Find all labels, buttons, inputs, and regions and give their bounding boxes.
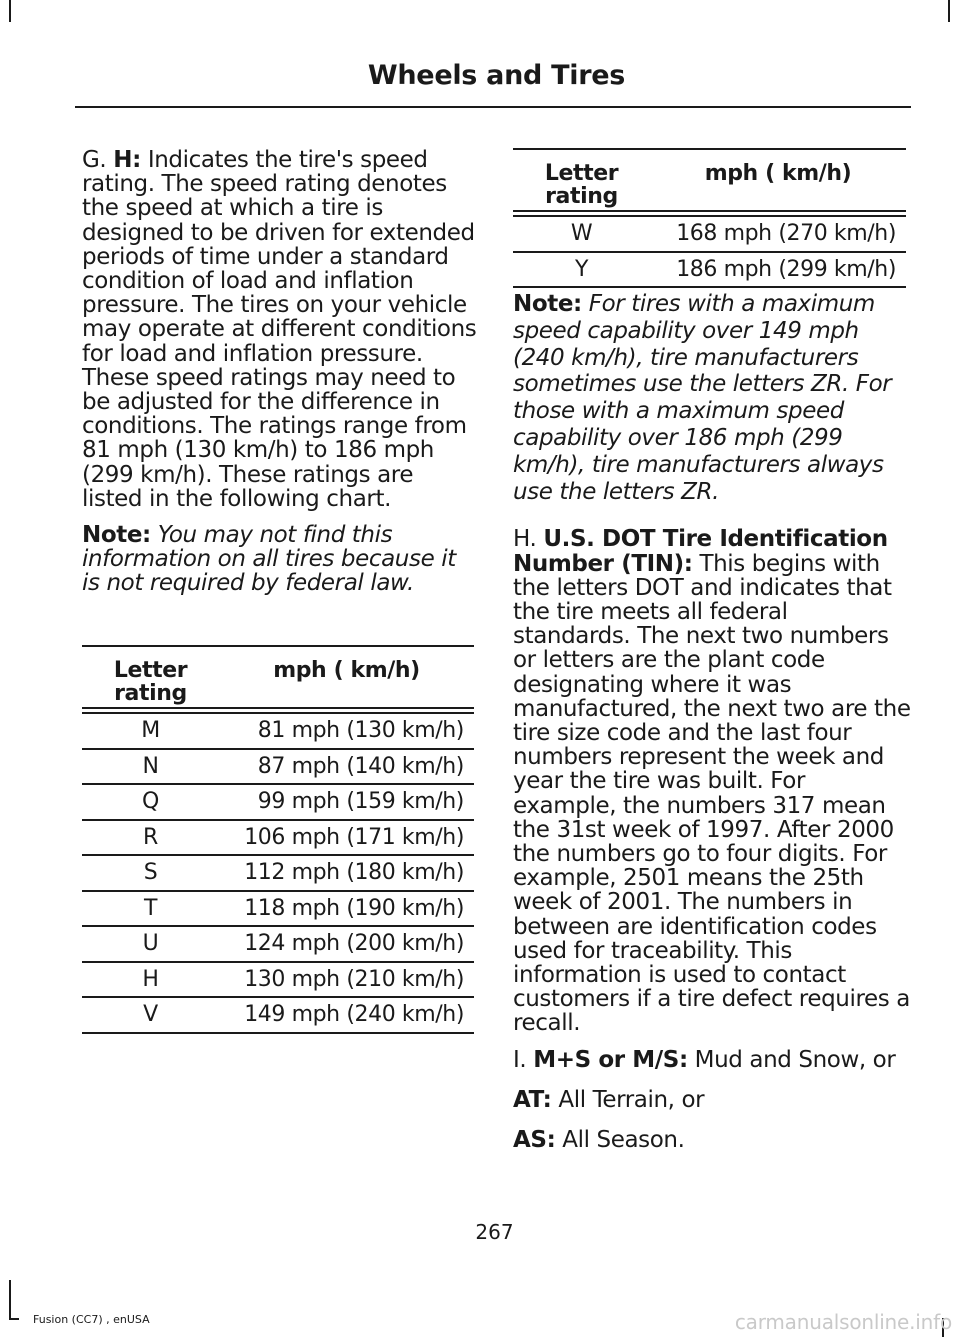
table-row [82, 855, 474, 891]
all-season-paragraph [513, 1128, 911, 1152]
table-row [82, 997, 474, 1033]
page-number: 267 [475, 1220, 514, 1244]
letter-cell: U [82, 926, 219, 962]
column-header-speed: mph ( km/h) [650, 149, 906, 211]
term-label: AS: [513, 1127, 556, 1154]
item-prefix: G. [82, 147, 114, 173]
header-divider [75, 106, 911, 108]
crop-mark-bottom-left-h [9, 1318, 19, 1320]
table-row [513, 252, 906, 288]
all-terrain-paragraph [513, 1088, 911, 1112]
note-paragraph [82, 523, 477, 596]
note-text: For tires with a maximum speed capability over 149 mph (240 km/h), tire manufacturers sometimes use the letters ZR. For those with a maximum speed capability over 186 mph (299 km/h), tire manufacturers always use the letters ZR. [513, 291, 892, 505]
note-label: Note: [513, 291, 582, 317]
paragraph-text: All Season. [555, 1127, 685, 1154]
column-header-letter-rating: Letter rating [82, 646, 219, 708]
letter-cell: H [82, 962, 219, 998]
speed-cell: 124 mph (200 km/h) [219, 926, 474, 962]
watermark: carmanualsonline.info [734, 1310, 952, 1334]
table-row [82, 962, 474, 998]
paragraph-text: This begins with the letters DOT and indicates that the tire meets all federal standards. The next two numbers or letters are the plant code designating where it was manufactured, the next two are the tire size code and the last four numbers represent the week and year the tire was built. For example, the numbers 317 mean the 31st week of 1997. After 2000 the numbers go to four digits. For example, 2501 means the 25th week of 2001. The numbers in between are identification codes used for traceability. This information is used to contact customers if a tire defect requires a recall. [513, 550, 911, 1037]
speed-cell: 130 mph (210 km/h) [219, 962, 474, 998]
table-row [82, 713, 474, 749]
letter-cell: Y [513, 252, 650, 288]
paragraph-text: All Terrain, or [551, 1086, 705, 1113]
letter-cell: R [82, 820, 219, 856]
speed-rating-table [82, 645, 474, 1034]
speed-cell: 186 mph (299 km/h) [650, 252, 906, 288]
crop-mark-top-right [948, 0, 950, 22]
letter-cell: V [82, 997, 219, 1033]
term-label: U.S. DOT Tire Identification Number (TIN): [513, 526, 888, 577]
speed-cell: 118 mph (190 km/h) [219, 891, 474, 927]
speed-cell: 149 mph (240 km/h) [219, 997, 474, 1033]
table-header-row [82, 646, 474, 708]
speed-cell: 106 mph (171 km/h) [219, 820, 474, 856]
letter-cell: S [82, 855, 219, 891]
column-header-letter-rating: Letter rating [513, 149, 650, 211]
table-row [82, 749, 474, 785]
speed-cell: 168 mph (270 km/h) [650, 216, 906, 252]
item-prefix: H. [513, 526, 544, 553]
letter-cell: T [82, 891, 219, 927]
table-row [513, 216, 906, 252]
paragraph-text: Indicates the tire's speed rating. The speed rating denotes the speed at which a tire is designed to be driven for extended periods of time under a standard condition of load and inflation pressure. The tires on your vehicle may operate at different conditions for load and inflation pressure. These speed ratings may need to be adjusted for the difference in conditions. The ratings range from 81 mph (130 km/h) to 186 mph (299 km/h). These ratings are listed in the following chart. [82, 147, 477, 512]
column-header-speed: mph ( km/h) [219, 646, 474, 708]
paragraph-text: Mud and Snow, or [687, 1046, 896, 1073]
left-column [82, 148, 477, 608]
crop-mark-bottom-left-v [9, 1280, 11, 1320]
speed-cell: 87 mph (140 km/h) [219, 749, 474, 785]
term-label: AT: [513, 1086, 552, 1113]
speed-cell: 99 mph (159 km/h) [219, 784, 474, 820]
speed-rating-paragraph [82, 148, 477, 511]
note-text: You may not find this information on all tires because it is not required by federal law. [82, 522, 456, 597]
note-label: Note: [82, 522, 151, 549]
tin-paragraph [513, 527, 911, 1035]
mud-snow-paragraph [513, 1048, 911, 1072]
document-id: Fusion (CC7) , enUSA [33, 1313, 150, 1326]
letter-cell: W [513, 216, 650, 252]
table-header-row [513, 149, 906, 211]
table-row [82, 784, 474, 820]
letter-cell: N [82, 749, 219, 785]
item-prefix: I. [513, 1046, 534, 1073]
speed-cell: 112 mph (180 km/h) [219, 855, 474, 891]
table-row [82, 926, 474, 962]
speed-cell: 81 mph (130 km/h) [219, 713, 474, 749]
table-row [82, 820, 474, 856]
note-paragraph [513, 291, 911, 505]
letter-cell: M [82, 713, 219, 749]
letter-cell: Q [82, 784, 219, 820]
term-label: M+S or M/S: [533, 1046, 688, 1073]
term-label: H: [113, 147, 141, 173]
speed-rating-table-continued [513, 148, 906, 288]
table-row [82, 891, 474, 927]
crop-mark-top-left [9, 0, 11, 22]
page-title: Wheels and Tires [367, 60, 625, 91]
right-column [513, 291, 911, 1164]
